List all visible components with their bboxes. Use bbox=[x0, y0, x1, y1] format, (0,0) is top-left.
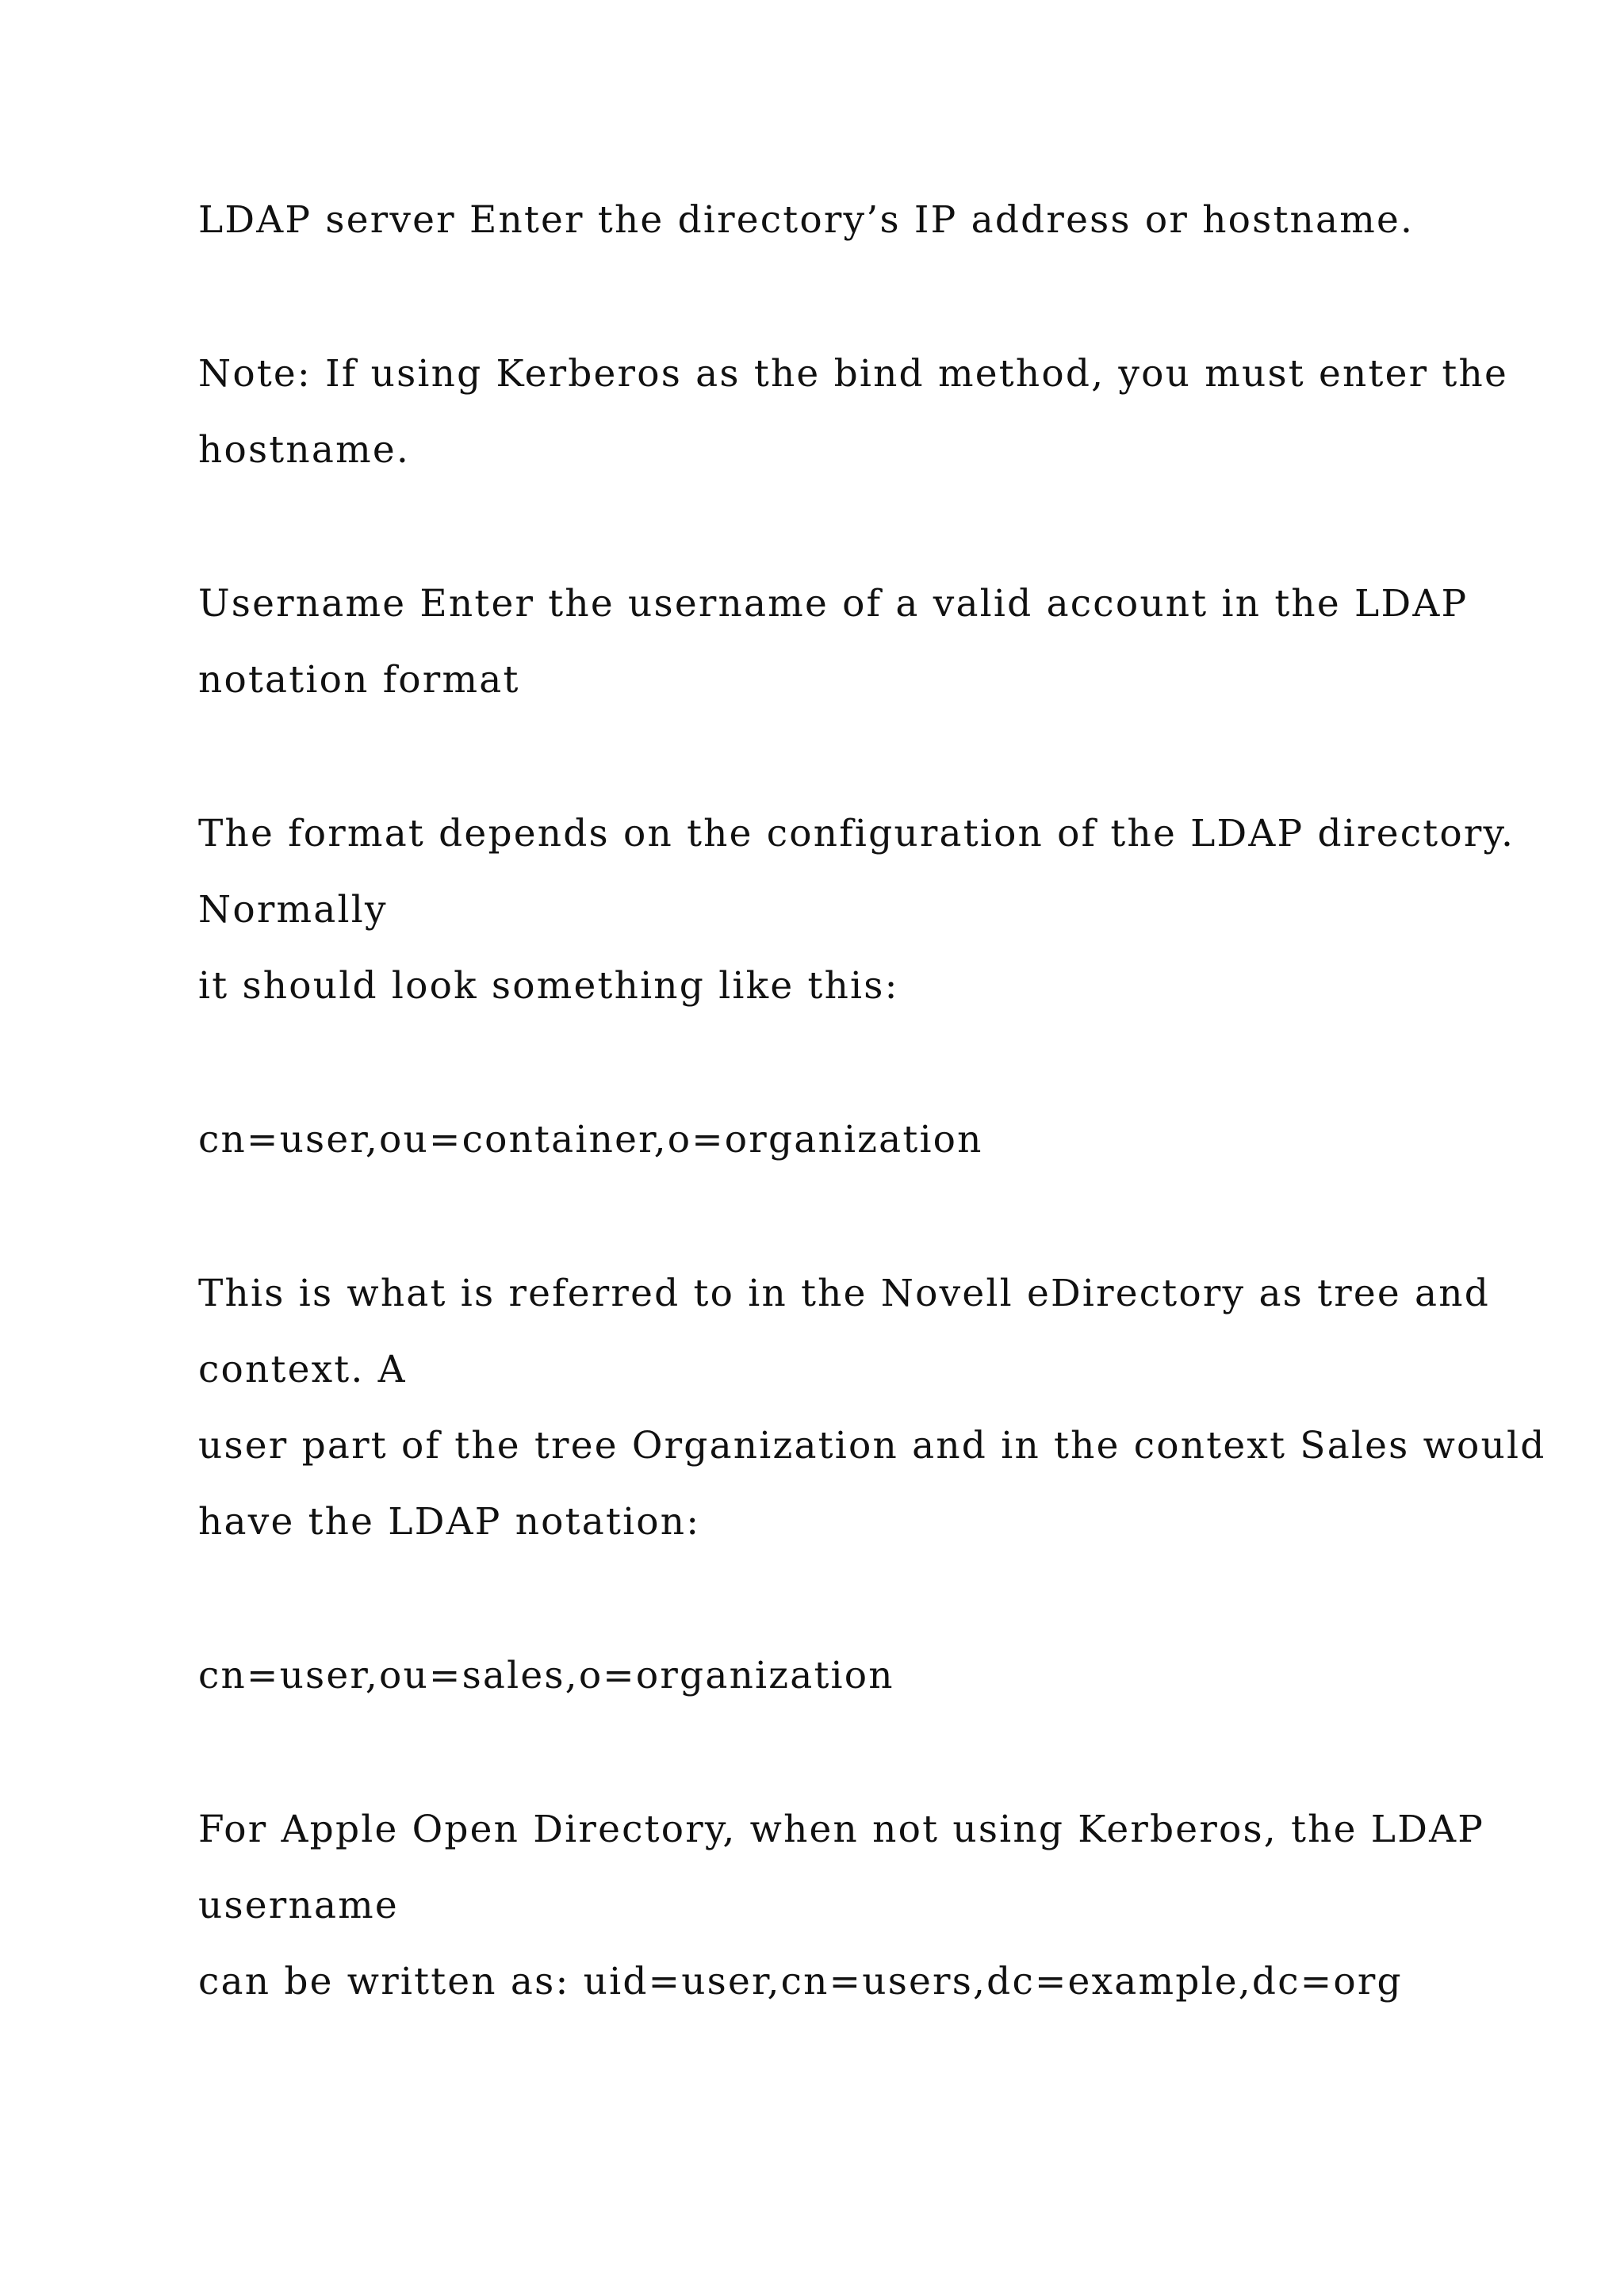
text-line-username: Username Enter the username of a valid account in the LDAP bbox=[198, 582, 1469, 626]
text-line-written-as: can be written as: uid=user,cn=users,dc=example,dc=org bbox=[198, 1960, 1403, 2003]
text-line-ldap-server: LDAP server Enter the directory’s IP address or hostname. bbox=[198, 198, 1415, 242]
text-line-example-container: cn=user,ou=container,o=organization bbox=[198, 1118, 983, 1161]
text-line-novell-tree: This is what is referred to in the Novell eDirectory as tree and bbox=[198, 1272, 1491, 1315]
text-line-example-sales: cn=user,ou=sales,o=organization bbox=[198, 1654, 894, 1697]
text-line-hostname: hostname. bbox=[198, 428, 410, 472]
text-line-normally: Normally bbox=[198, 888, 388, 932]
text-line-user-part: user part of the tree Organization and in the context Sales would bbox=[198, 1424, 1546, 1468]
text-line-should-look: it should look something like this: bbox=[198, 964, 899, 1008]
text-line-kerberos-note: Note: If using Kerberos as the bind method, you must enter the bbox=[198, 352, 1508, 396]
text-line-notation-format: notation format bbox=[198, 658, 520, 702]
text-line-context: context. A bbox=[198, 1348, 407, 1391]
text-line-apple-open-directory: For Apple Open Directory, when not using Kerberos, the LDAP bbox=[198, 1808, 1485, 1851]
text-line-format-depends: The format depends on the configuration of the LDAP directory. bbox=[198, 812, 1515, 855]
text-line-username-word: username bbox=[198, 1884, 399, 1927]
text-line-ldap-notation: have the LDAP notation: bbox=[198, 1500, 701, 1544]
